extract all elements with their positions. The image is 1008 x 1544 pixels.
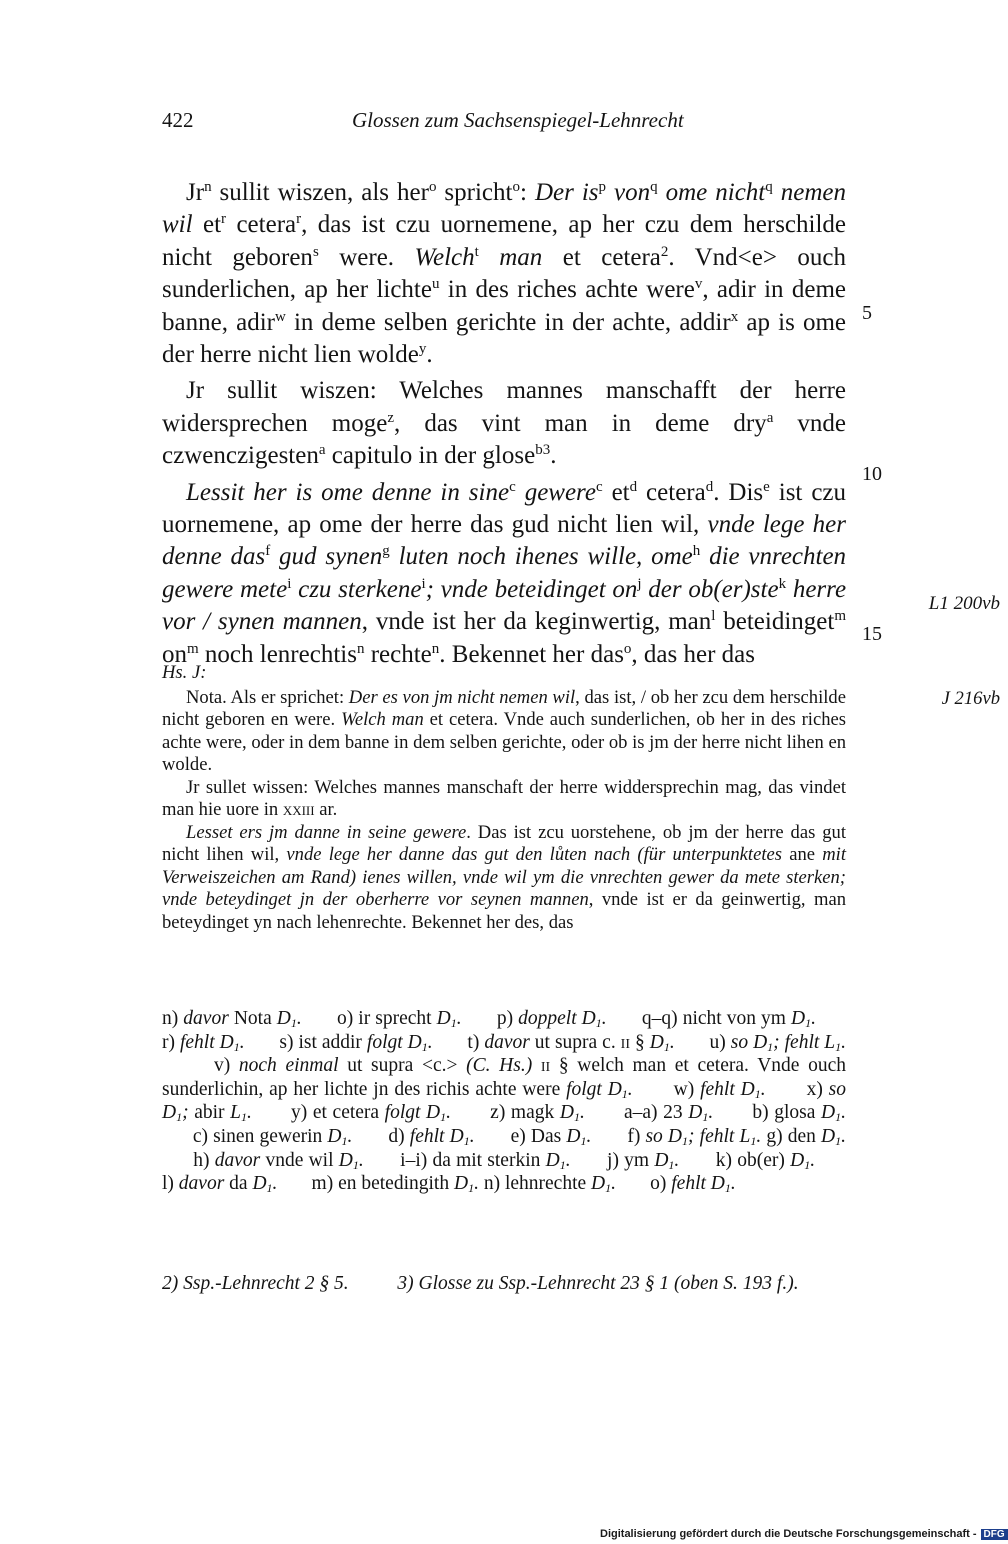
funding-footer [600, 1528, 1008, 1540]
variant-paragraph-2: Jr sullet wissen: Welches mannes manschaft der herre widdersprechin mag, das vindet man hie uore in xxiii ar. [162, 776, 846, 820]
manuscript-variant [162, 662, 1000, 934]
line-number-15: 15 [862, 623, 882, 645]
line-number-5: 5 [862, 302, 872, 324]
footnote-2: 2) Ssp.-Lehnrecht 2 § 5. [162, 1273, 349, 1294]
main-paragraph-3: Lessit her is ome denne in sine$^c$ gewere$^c$ $et^d$ cetera$^d$. Dis$^e$ ist czu uornemene, ap ome der herre das gud nicht lien wil, vnde lege her denne das$^f$ gud synen$^g$ luten noch ihenes wille, ome$^h$ die vnrechten gewere mete$^i$ czu sterkene$^i$; vnde beteidinget $on^j$ der ob(er)ste$^k$ herre vor / synen mannen, vnde ist her da keginwertig, man$^l$ beteidinget$^m$ $on^m$ noch lenrechtis$^n$ rechte$^n$. Bekennet her das$^o$, das her das [162, 478, 847, 668]
funding-text: Digitalisierung gefördert durch die Deutsche Forschungsgemeinschaft - [600, 1528, 977, 1540]
margin-reference: L1 200vb [928, 593, 1000, 614]
running-title: Glossen zum Sachsenspiegel-Lehnrecht [352, 108, 684, 132]
line-number-10: 10 [862, 463, 882, 485]
main-text [162, 177, 1000, 671]
page-number: 422 [162, 108, 194, 132]
manuscript-label: Hs. J: [162, 662, 207, 683]
footnotes [162, 1272, 846, 1296]
variant-paragraph-1: Nota. Als er sprichet: Der es von jm nicht nemen wil, das ist, / ob her zcu dem herschilde nicht geboren en were. Welch man et cetera. Vnde auch sunderlichen, ob her in des riches achte were, oder in dem banne in dem selben gerichte, oder ob is jm der herre nicht lihen en wolde. [162, 686, 847, 775]
apparatus-text: n) davor Nota $D_1$. o) ir sprecht $D_1$. p) doppelt $D_1$. q–q) nicht von ym $D_1$. r) fehlt $D_1$. s) ist addir folgt $D_1$. t) davor ut supra c. ii § $D_1$. u) so $D_1$; fehlt $L_1$. v) noch einmal ut supra <c.> (C. Hs.) ii § welch man et cetera. Vnde ouch sunderlichin, ap her lichte jn des richis achte were folgt $D_1$. w) fehlt $D_1$. x) so $D_1$; abir $L_1$. y) et cetera folgt $D_1$. z) magk $D_1$. a–a) 23 $D_1$. b) glosa $D_1$. c) sinen gewerin $D_1$. d) fehlt $D_1$. e) Das $D_1$. f) so $D_1$; fehlt $L_1$. g) den $D_1$. h) davor vnde wil $D_1$. i–i) da mit sterkin $D_1$. j) ym $D_1$. k) ob(er) $D_1$. l) davor da $D_1$. m) en betedingith $D_1$. n) lehnrechte $D_1$. o) fehlt $D_1$. [162, 1008, 847, 1196]
critical-apparatus [162, 1007, 846, 1196]
dfg-logo-icon: DFG [981, 1529, 1008, 1540]
main-paragraph-1: Jr$^n$ sullit wiszen, als her$^o$ spricht$^o$: Der $is^p$ von$^q$ ome nicht$^q$ nemen wil $et^r$ cetera$^r$, das ist czu uornemene, ap her czu dem herschilde nicht geboren$^s$ were. Welch$^t$ man et cetera$^2$. Vnd<e> ouch sunderlichen, ap her lichte$^u$ in des riches achte were$^v$, adir in deme banne, adir$^w$ in deme selben gerichte in der achte, addir$^x$ ap is ome der herre nicht lien wolde$^y$. [162, 179, 847, 369]
footnote-3: 3) Glosse zu Ssp.-Lehnrecht 23 § 1 (oben S. 193 f.). [397, 1273, 799, 1294]
running-header [162, 108, 842, 138]
variant-paragraph-3: Lesset ers jm danne in seine gewere. Das ist zcu uorstehene, ob jm der herre das gut nicht lihen wil, vnde lege her danne das gut den lůten nach (für unterpunktetes ane mit Verweiszeichen am Rand) ienes willen, vnde wil ym die vnrechten gewer da mete sterken; vnde beteydinget jn der oberherre vor seynen mannen, vnde ist er da geinwertig, man beteydinget yn nach lehenrechte. Bekennet her des, das [162, 821, 847, 933]
variant-margin-reference: J 216vb [941, 688, 1000, 709]
main-paragraph-2: Jr sullit wiszen: Welches mannes manschafft der herre widersprechen moge$^z$, das vint man in deme dry$^a$ vnde czwenczigesten$^a$ capitulo in der glose$^{b3}$. [162, 377, 846, 470]
